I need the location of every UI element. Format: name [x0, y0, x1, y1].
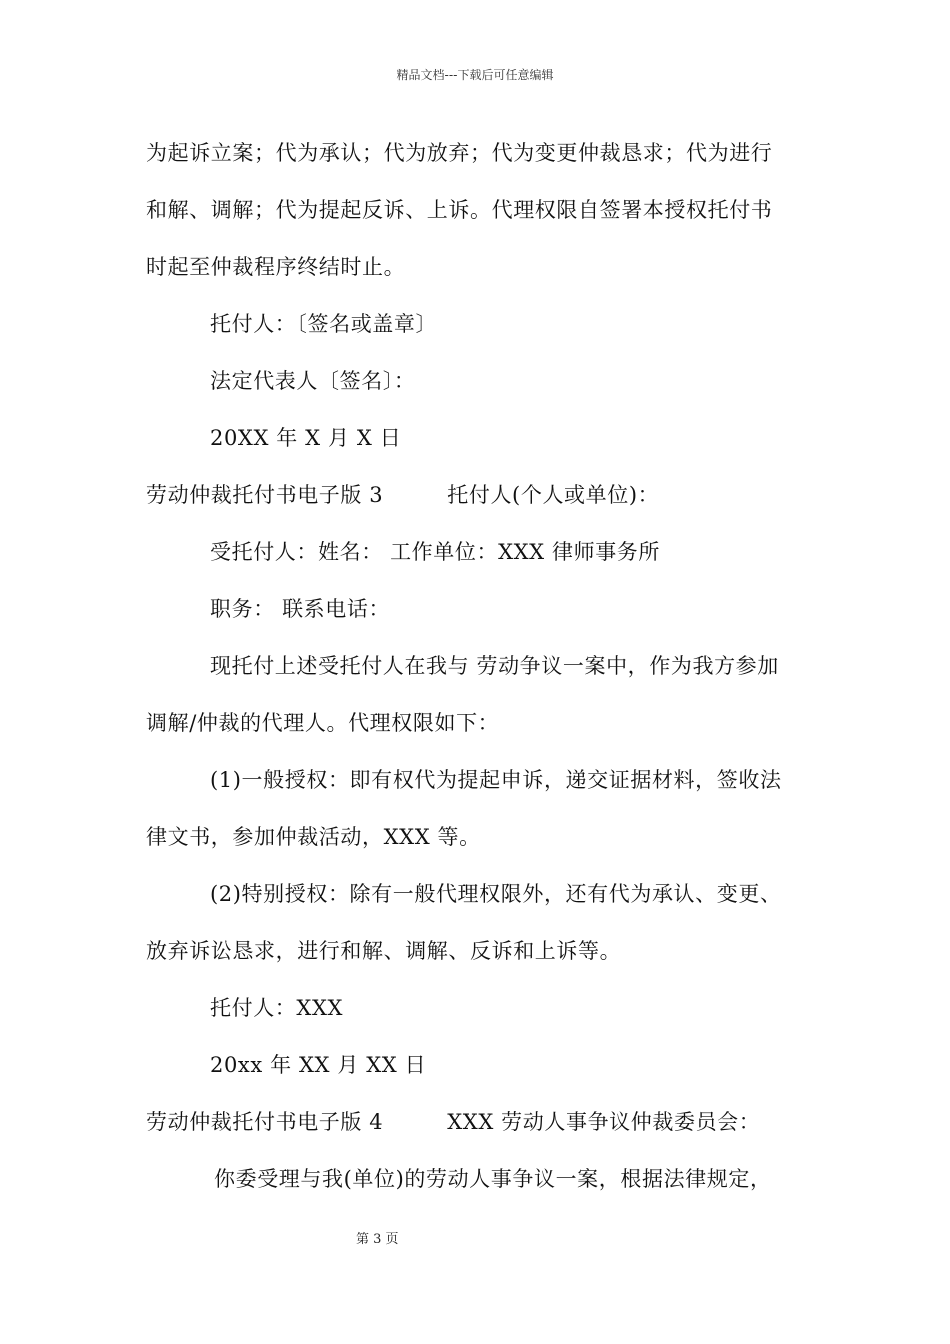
section-intro: 托付人(个人或单位)： [447, 483, 660, 507]
position-line: 职务： 联系电话： [210, 597, 391, 621]
body-line: 现托付上述受托付人在我与 劳动争议一案中，作为我方参加 [210, 654, 779, 678]
body-line: 放弃诉讼恳求，进行和解、调解、反诉和上诉等。 [146, 939, 622, 963]
date-line: 20XX 年 X 月 X 日 [210, 426, 402, 450]
special-authority-line: (2)特别授权：除有一般代理权限外，还有代为承认、变更、 [210, 882, 782, 906]
body-line: 律文书，参加仲裁活动，XXX 等。 [146, 825, 481, 849]
page-number: 第 3 页 [356, 1232, 399, 1247]
body-line: 时起至仲裁程序终结时止。 [146, 255, 406, 279]
body-line: 你委受理与我(单位)的劳动人事争议一案，根据法律规定， [214, 1167, 772, 1191]
body-line: 调解/仲裁的代理人。代理权限如下： [146, 711, 500, 735]
body-line: 和解、调解；代为提起反诉、上诉。代理权限自签署本授权托付书 [146, 198, 773, 222]
date-line: 20xx 年 XX 月 XX 日 [210, 1053, 427, 1077]
signer-line: 托付人：〔签名或盖章〕 [210, 312, 438, 336]
body-line: 为起诉立案；代为承认；代为放弃；代为变更仲裁恳求；代为进行 [146, 141, 773, 165]
legal-rep-line: 法定代表人〔签名〕： [210, 369, 416, 393]
agent-line: 受托付人：姓名： 工作单位：XXX 律师事务所 [210, 540, 660, 564]
page-header: 精品文档---下载后可任意编辑 [396, 68, 554, 82]
section-title: 劳动仲裁托付书电子版 3 [146, 483, 384, 507]
section-title: 劳动仲裁托付书电子版 4 [146, 1110, 384, 1134]
section-intro: XXX 劳动人事争议仲裁委员会： [447, 1110, 761, 1134]
signer-line: 托付人：XXX [210, 996, 344, 1020]
section-heading-line [146, 480, 659, 510]
section-heading-line [146, 1107, 760, 1137]
general-authority-line: (1)一般授权：即有权代为提起申诉，递交证据材料，签收法 [210, 768, 782, 792]
